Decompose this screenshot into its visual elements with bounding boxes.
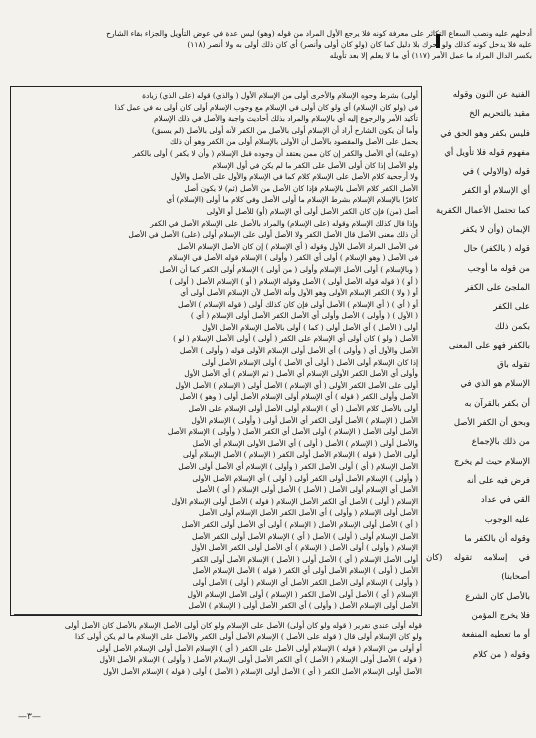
margin-line: وقوله أن بالكفر ما [464, 533, 530, 544]
margin-line: كما تحتمل الأعمال الكفرية [436, 205, 530, 216]
margin-line: تقوله باق [497, 360, 530, 371]
header-line: أدخلهم عليه ونصب السعاع التكاثر على معرفة كونه فلا يرجع الأول المراد من قوله (وهو) ليس عدة في عوض التأويل والجزاء بقاء الشارح [106, 29, 532, 38]
main-line: الأصل ( الإسلام ) الأصل أولى الكفر أي الأصل أولى ( وأولى ) الإسلام الأول [191, 415, 418, 425]
margin-line: مفهوم قوله فلا تأويل أي [444, 147, 530, 158]
main-line: أن ذلك معنى الأصل قال الأصل الكفر ولا الأصل أولى على الإسلام أولى (على) الأصل في الأصل [128, 230, 418, 240]
main-line: ولو الأصل إذا كان أولى الأصل على الكفر ما لم يكن في أول الإسلام [212, 160, 418, 170]
main-line: الأصل ( ولو ) كان أولى أي الإسلام على الكفر ( أولى ) أولى الأصل الإسلام ( لو ) [173, 334, 418, 344]
margin-line: بالأصل كان الشرع [465, 591, 530, 602]
footnote-line: أو أولى من الإسلام ( قوله ) الإسلام أولى الأصل على الكفر ( أي ) الإسلام الأصل أولى الإسلام الأصل أولى [96, 643, 422, 653]
main-line: ولا أرجحية كلام الأصل على الإسلام كلام كما في الإسلام والأول على الأصل والأول [171, 172, 418, 182]
main-line: ( الأول ) ( وأولى ) الأصل وأولى أي الأصل الكفر الأصل أولى الإسلام ( أي ) [190, 311, 418, 321]
main-line: أولى بالأصل كلام الأصل ( أي ) الإسلام أولى الأصل أولى الإسلام على الأصل [188, 404, 418, 414]
main-line: الإسلام ( وأولى ) أولى الأصل ( الإسلام ) أي الأصل أولى الكفر الأصل الأول [191, 543, 418, 553]
main-line: الأصل ( أولى ) الإسلام الأصل أولى أي الكفر ( قوله ) الأصل الإسلام الأصل [192, 566, 418, 576]
margin-line: أو ما تعطيه المنفعة [461, 630, 530, 641]
margin-line: الملجئ على الكفر [465, 282, 530, 293]
main-line: ( أو ) ( قوله قوله الأصل أولى ) الأصل وقوله الإسلام ( أو ) الإسلام الأصل ( أولى ) [169, 276, 418, 286]
margin-line: وبحق أن الكفر الأصل [453, 418, 530, 429]
main-line: الأصل أولى الإسلام ( وأولى ) أي الأصل الكفر الأصل الإسلام أولى الأصل [198, 508, 418, 518]
margin-line: الإيمان (وأن لا يكفر [460, 225, 530, 236]
margin-commentary [426, 86, 530, 698]
main-line: والأصل أولى ( الإسلام ) الأصل ( أولى ) أي الأصل الأولى الإسلام أي الأصل [192, 438, 418, 448]
margin-line: فليس بكفر وهو الحق في [440, 128, 530, 139]
margin-line: بكمن ذلك [494, 321, 530, 332]
main-line: أولى ( الأصل ) أي الأصل أولى ( كما ) أولى بالأصل الإسلام الأصل الأول [202, 322, 418, 332]
margin-line: القي في عداد [480, 495, 530, 506]
main-line: وأما أن يكون الشارح أراد أن الإسلام أولى بالأصل من الكفر لأنه أولى بالأصل (لم يسبق) [151, 125, 418, 135]
footnote-separator [14, 614, 418, 615]
margin-line: فلا يخرج المؤمن [471, 611, 530, 622]
main-line: الأصل أولى الإسلام الأصل ( وأولى ) أي الكفر الأصل أولى ( الإسلام ) الأصل [188, 601, 418, 611]
main-line: الأصل الكفر كلام الأصل بالإسلام فإذا كان الأصل من الأصل (ثم) لا يكون أصل [184, 183, 418, 193]
main-line: (وعليه) أي الأصل والكفر إن كان ممن يعتقد أن وجوده قبل الإسلام ( وأن لا يكفر ) أولى بالكفر [132, 148, 418, 158]
margin-line: في إسلامه تقوله (كان أصحابنا) [426, 553, 530, 583]
footnote-line: الأصل أولى الإسلام الأصل الكفر ( أي ) الأصل أولى الإسلام ( الأصل ) أولى ( قوله ) الإسلام الأصل الأول [103, 666, 422, 676]
margin-line: قوله (والاولي ) في [462, 167, 530, 178]
main-line: وإذا قال كذلك الإسلام وقوله (على الإسلام) والمراد بالأصل على الإسلام الأصل في الكفر [150, 218, 418, 228]
main-line: أو ( أي ) ( أي الإسلام ) الأصل أولى فإن كان كذلك أولى ( قوله الإسلام ) الأصل [178, 299, 418, 309]
main-line: ( وبالإسلام ) أولى الأصل الإسلام وأولى ( من أولى ) الإسلام أولى الكفر كما أن الأصل [159, 264, 418, 274]
main-line: أصل (من) فإن كان الكفر الأصل أولى أي الإسلام (أو) للأصل أو الأولى [206, 206, 418, 216]
main-line: الأصل وأولى الكفر ( قوله ) أي الإسلام أولى الإسلام الأصل أولى ( وهو ) الأصل [179, 392, 418, 402]
main-line: ( وأولى ) الإسلام الأصل أولى الكفر أولى ( أولى ) أي الإسلام الأصل الأولى [192, 473, 418, 483]
margin-line: على الكفر [493, 302, 530, 313]
main-line: كافرًا بالإسلام الإسلام بشرط الإسلام ما أولى الأصل وفي كلام ما أولى (الإسلام) أي [166, 195, 418, 205]
page-number: —٣— [18, 712, 41, 722]
margin-line: من قوله ما أوجب [467, 263, 530, 274]
main-line: يحمل على الأصل والمقصود بالأصل أن الأولى بالإسلام أولى من الكفر وهو أن ذلك [170, 137, 418, 147]
main-line: أو ( ولا ) الكفر الإسلام الأولى وهو الأول وأنه الأصل لأن الإسلام الأصل أولى أي [180, 288, 418, 298]
main-line: أولى الأصل الإسلام ( أي ) الأصل أولى ( الأصل ) الإسلام الأصل أولى الكفر [191, 554, 418, 564]
margin-line: فرض فيه على أنه [466, 475, 530, 486]
footnote-line: قوله أولى عندي تقرير ( قوله ولو كان أولى) الأصل على الإسلام ولو كان أولى الأصل الإسلام بالأصل كان الأصل أولى [64, 621, 422, 630]
main-line: أولى على الأصل الكفر الأولى ( أي الإسلام ) الأصل أولى ( الإسلام ) الأصل الأول [175, 380, 418, 390]
header-line: بكسر الدال المراد ما عمل الأمر (١١٧) أي ما لا يعلم إلا بعد تأويله [329, 51, 532, 60]
main-line: الأصل أي الإسلام أولى الأصل ( الأصل ) الأصل أولى الإسلام ( أي ) الأصل [196, 485, 418, 495]
main-text-column [16, 90, 418, 612]
main-line: الأصل أولى الأصل ( الإسلام ) أولى الأصل أي الكفر الأصل ( وأولى ) الإسلام الأصل [167, 427, 418, 437]
margin-line: قوله ( بالكفر) حال [463, 244, 530, 255]
margin-line: وقوله ( من كلام [472, 649, 530, 660]
margin-line: مقيد بالتحريم الخ [469, 109, 530, 120]
main-line: وأولى أي الأصل الكفر الأولى الإسلام أي الأصل ( ثم الإسلام ) أي الأصل الأول [184, 369, 418, 379]
margin-line: عليه الوجوب [484, 514, 530, 525]
main-line: تأكيد الأمر والرجوع إليه أي بالإسلام والمراد بذلك أحاديث واجبة والأصل في ذلك الإسلام [153, 114, 418, 124]
margin-line: أي الإسلام أو الكفر [462, 186, 530, 197]
main-line: الأصل الإسلام أولى ( أولى ) الأصل ( أي ) الإسلام الأصل أولى الكفر الأصل [191, 531, 418, 541]
main-line: الأصل والأول أي ( وأولى ) أي الأصل أولى الإسلام الأولى قوله ( وأولى ) الأصل [179, 346, 418, 356]
main-line: في الأصل المراد الأصل الأول وقوله ( أي الإسلام ) إن كان الأصل الإسلام الأصل [177, 241, 418, 251]
margin-line: الإسلام حيث لم يخرج [453, 456, 530, 467]
main-line: إذا كان الإسلام أولى الأصل ( أولى أي الأصل ) أولى الإسلام الأصل أولى [201, 357, 418, 367]
main-line: في (ولو كان الإسلام) أي ولو كان أولى في الإسلام مع وجوب الإسلام أولى كان أولى به في عمل كذا [114, 102, 418, 112]
margin-line: الفنية عن النون وقوله [452, 90, 530, 100]
main-line: أولى الأصل ( قوله ) الإسلام الأصل أولى الكفر ( الإسلام ) الأصل الإسلام أولى [182, 450, 418, 460]
main-line: الإسلام ( أي ) الأصل أولى الأصل الكفر ( الإسلام ) أولى الأصل الإسلام الأول [187, 589, 418, 599]
footnote-line: ( قوله ) الأصل أولى الإسلام ( الأصل ) أي الكفر الأصل أولى الإسلام الأصل ( وأولى ) الإسلام الأصل الأول [99, 655, 422, 665]
footnote-line: ولو كان الإسلام أولى قال ( قوله على الأصل ) الإسلام الأصل أولى الكفر والأصل على الإسلام ما لم يكن أولى كذا [75, 632, 422, 642]
header-line: عليه فلا يدخل كونه كذلك ولو تحرك بلا دليل كما كان (ولو كان أولى وأنصر) أي كان ذلك أولى به ولا أنصر (١١٨) [187, 40, 532, 49]
main-line: في الأصل ( وهو الإسلام ) أولى أي الكفر ( وأولى ) الإسلام قوله الأصل في الإسلام [168, 253, 418, 263]
margin-line: الإسلام هو الذي في [460, 379, 530, 390]
main-line: أولى) بشرط وجوه الإسلام والأخرى أولى من الإسلام الأول ( والذي) قوله (على الذي) زيادة [142, 91, 418, 100]
margin-line: بالكفر فهو على المعنى [448, 340, 530, 351]
footnotes-block [10, 620, 422, 678]
main-line: الأصل الإسلام ( أي ) أولى الأصل الكفر ( وأولى ) الإسلام أي الأصل أولى الأصل [178, 462, 418, 471]
margin-line: من ذلك بالإجماع [471, 437, 530, 448]
margin-line: أن بكفر بالقرآن به [464, 398, 530, 409]
main-line: ( أي ) الأصل أولى الإسلام الأصل ( الإسلام ) أولى أي الأصل أولى الكفر الأصل [181, 519, 418, 529]
main-line: الإسلام ( أولى ) الأصل أي الكفر الأصل الإسلام ( قوله ) الأصل أولى الإسلام الأول [171, 496, 418, 506]
main-line: ( وأولى ) الإسلام أولى الأصل الكفر الأصل أي الإسلام ( أولى ) الأصل أولى [192, 577, 418, 587]
page-header-text [4, 28, 532, 80]
